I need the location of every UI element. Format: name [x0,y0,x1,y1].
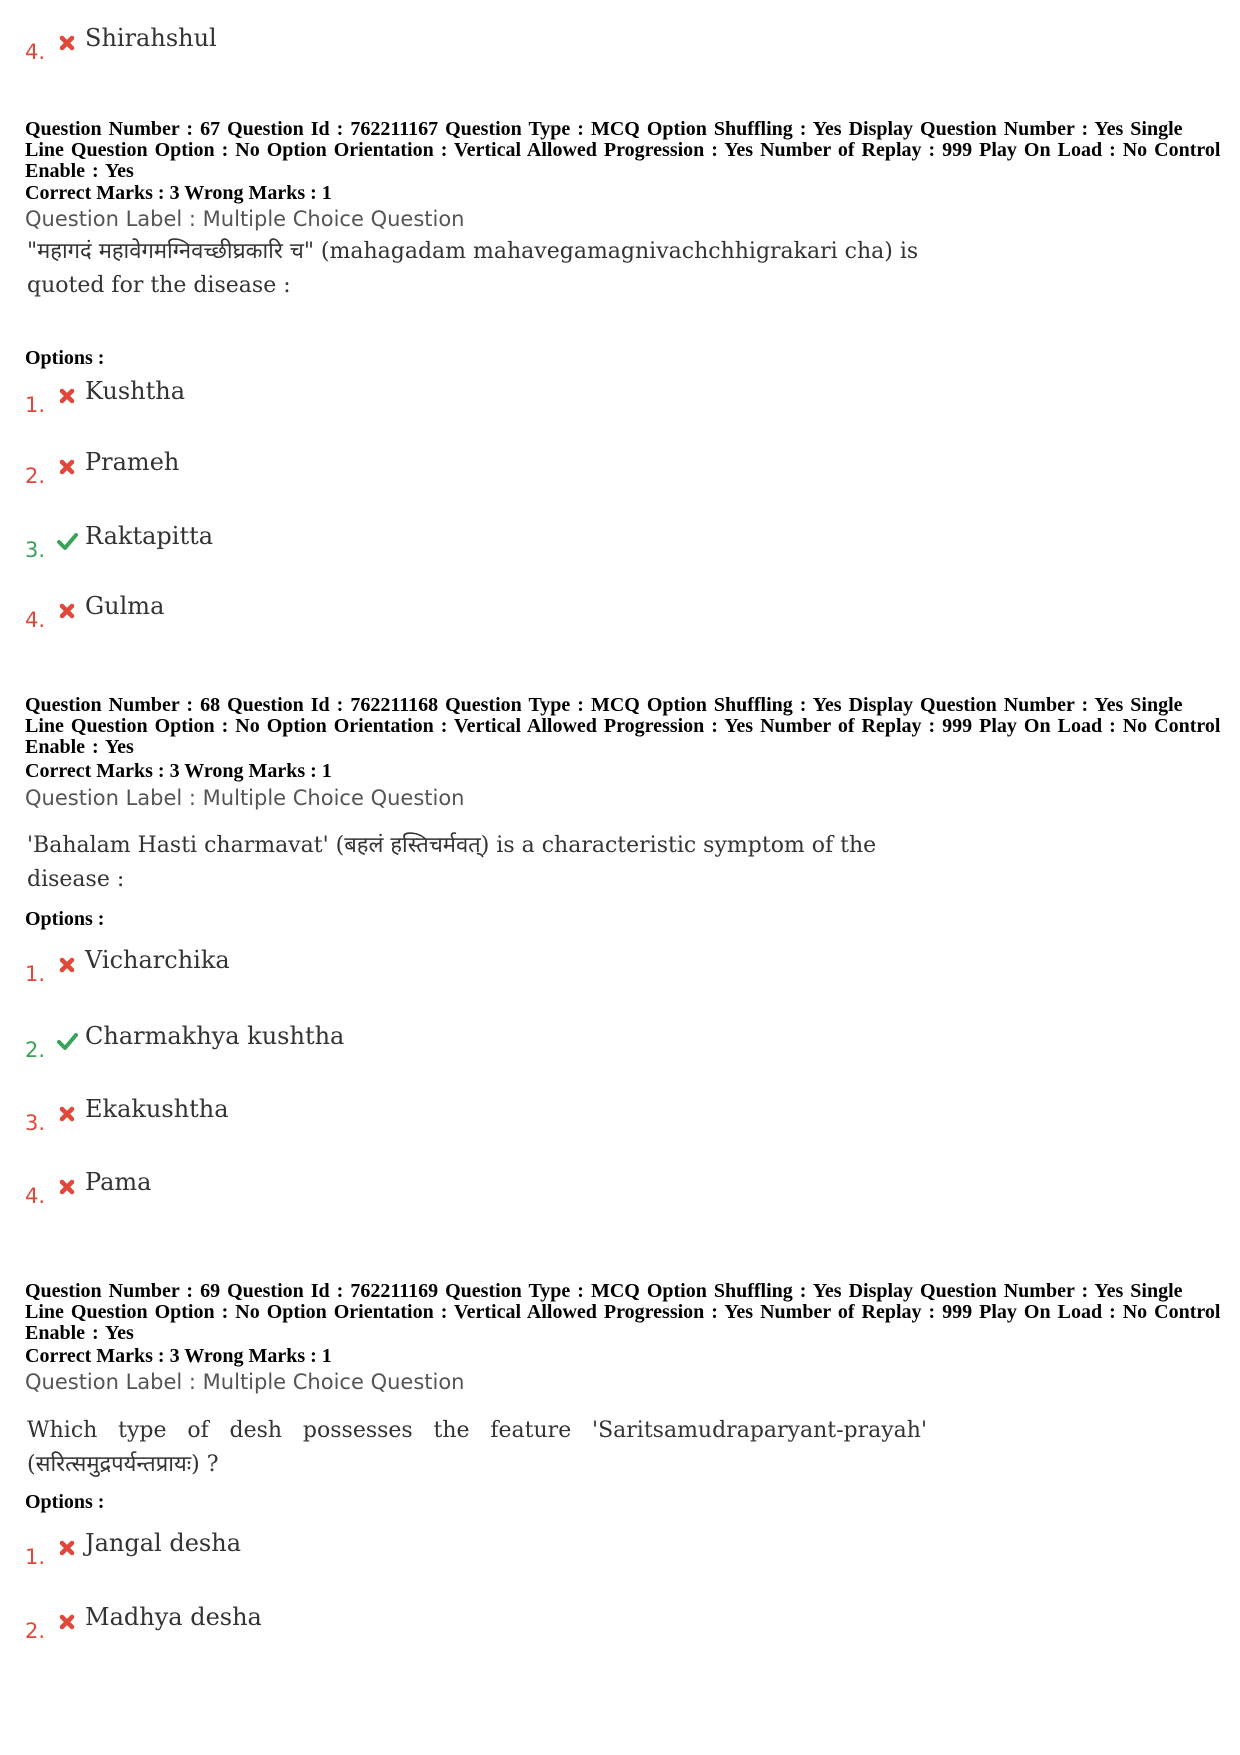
question-label: Question Label : Multiple Choice Question [25,207,465,231]
option-text: Charmakhya kushtha [85,1022,345,1050]
option-number: 2. [25,1619,46,1643]
option-text: Jangal desha [85,1529,242,1557]
option-text: Ekakushtha [85,1095,229,1123]
option-text: Vicharchika [85,946,230,974]
check-icon [56,530,78,552]
cross-icon [56,600,78,622]
options-label: Options : [25,908,105,930]
question-marks: Correct Marks : 3 Wrong Marks : 1 [25,1345,332,1367]
cross-icon [56,1537,78,1559]
cross-icon [56,1176,78,1198]
cross-icon [56,954,78,976]
option-number: 4. [25,608,46,632]
question-marks: Correct Marks : 3 Wrong Marks : 1 [25,760,332,782]
option-text: Madhya desha [85,1603,262,1631]
option-number: 3. [25,538,46,562]
cross-icon [56,1103,78,1125]
cross-icon [56,32,78,54]
option-number: 1. [25,393,46,417]
options-label: Options : [25,1491,105,1513]
question-meta: Question Number : 67 Question Id : 762211167 Question Type : MCQ Option Shuffling : Yes Display Question Number : Yes Single Line Question Option : No Option Orientation : Vertical Allowed Progression : Yes Number of Replay : 999 Play On Load : No Control Enable : Yes [25,118,1221,182]
option-text: Kushtha [85,377,186,405]
cross-icon [56,1611,78,1633]
question-label: Question Label : Multiple Choice Question [25,1370,465,1394]
option-text: Prameh [85,448,180,476]
option-number: 3. [25,1111,46,1135]
option-text: Pama [85,1168,152,1196]
option-text: Shirahshul [85,24,217,52]
option-number: 4. [25,1184,46,1208]
question-marks: Correct Marks : 3 Wrong Marks : 1 [25,182,332,204]
check-icon [56,1030,78,1052]
option-number: 1. [25,962,46,986]
cross-icon [56,385,78,407]
option-text: Gulma [85,592,165,620]
question-text: "महागदं महावेगमग्निवच्छीघ्रकारि च" (mahagadam mahavegamagnivachchhigrakari cha) is quoted for the disease : [27,239,919,298]
question-meta: Question Number : 69 Question Id : 762211169 Question Type : MCQ Option Shuffling : Yes Display Question Number : Yes Single Line Question Option : No Option Orientation : Vertical Allowed Progression : Yes Number of Replay : 999 Play On Load : No Control Enable : Yes [25,1280,1221,1344]
question-label: Question Label : Multiple Choice Question [25,786,465,810]
option-number: 2. [25,464,46,488]
question-meta: Question Number : 68 Question Id : 762211168 Question Type : MCQ Option Shuffling : Yes Display Question Number : Yes Single Line Question Option : No Option Orientation : Vertical Allowed Progression : Yes Number of Replay : 999 Play On Load : No Control Enable : Yes [25,694,1221,758]
option-text: Raktapitta [85,522,214,550]
option-number: 2. [25,1038,46,1062]
options-label: Options : [25,347,105,369]
question-text: 'Bahalam Hasti charmavat' (बहलं हस्तिचर्मवत्) is a characteristic symptom of the disease : [27,833,877,892]
cross-icon [56,456,78,478]
question-text: Which type of desh possesses the feature 'Saritsamudraparyant-prayah' (सरित्समुद्रपर्यन्तप्रायः) ? [27,1418,927,1477]
option-number: 4. [25,40,46,64]
option-number: 1. [25,1545,46,1569]
